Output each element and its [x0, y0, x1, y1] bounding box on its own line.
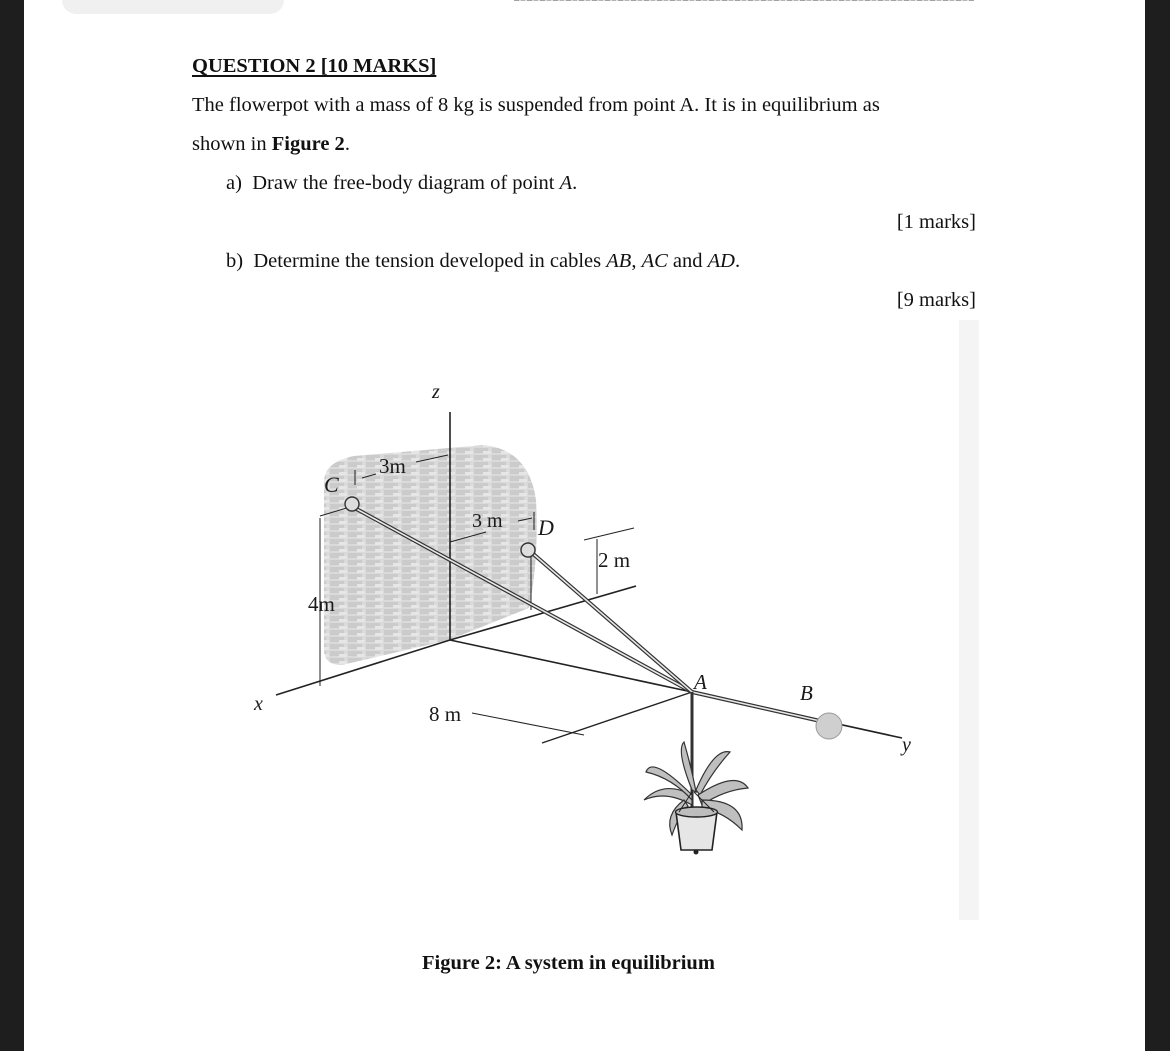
part-b-label: b) [226, 250, 244, 272]
intro-suffix: . [344, 133, 350, 155]
part-a-label: a) [226, 172, 242, 194]
equilibrium-figure [24, 0, 1145, 1051]
part-b-comma: , [631, 250, 642, 272]
part-a-text: Draw the free-body diagram of point [252, 172, 560, 194]
part-b-text: Determine the tension developed in cables [253, 250, 607, 272]
intro-prefix: shown in [192, 133, 272, 155]
anchor-b-icon [816, 713, 842, 739]
question-intro-line-1: The flowerpot with a mass of 8 kg is suspended from point A. It is in equilibrium as [192, 94, 880, 116]
dim-8m-line [472, 713, 584, 735]
dim-2m-top [584, 528, 634, 540]
part-a-end: . [572, 172, 578, 194]
figure-reference: Figure 2 [271, 133, 345, 155]
anchor-d-icon [521, 543, 535, 557]
brick-wall [324, 445, 537, 665]
dim-2m-label: 2 m [598, 548, 631, 572]
ground-line-a-x [542, 692, 692, 743]
question-title: QUESTION 2 [10 MARKS] [192, 55, 437, 77]
ground-line-origin-a [450, 640, 692, 692]
point-b-label: B [800, 681, 813, 705]
cable-ad-highlight [531, 552, 692, 692]
figure-caption: Figure 2: A system in equilibrium [422, 952, 715, 974]
point-a-label: A [694, 670, 707, 694]
part-b-and: and [667, 250, 708, 272]
y-axis-label: y [902, 734, 911, 756]
point-d-label: D [538, 515, 554, 540]
part-b-marks: [9 marks] [896, 289, 976, 311]
part-b-end: . [734, 250, 741, 272]
x-axis-label: x [254, 693, 263, 715]
dim-c-3m-label: 3m [379, 454, 406, 478]
dim-d-3m-label: 3 m [472, 510, 503, 532]
cable-ab: AB [606, 250, 632, 272]
document-page [24, 0, 1145, 1051]
cable-ad: AD [707, 250, 735, 272]
part-a-marks: [1 marks] [896, 211, 976, 233]
dim-8m-label: 8 m [429, 702, 462, 726]
z-axis-label: z [432, 381, 440, 403]
point-c-label: C [324, 472, 339, 497]
anchor-c-icon [345, 497, 359, 511]
scan-smudge [959, 320, 979, 920]
cable-ac: AC [641, 250, 668, 272]
part-a-point: A [559, 172, 573, 194]
dim-4m-label: 4m [308, 592, 335, 616]
